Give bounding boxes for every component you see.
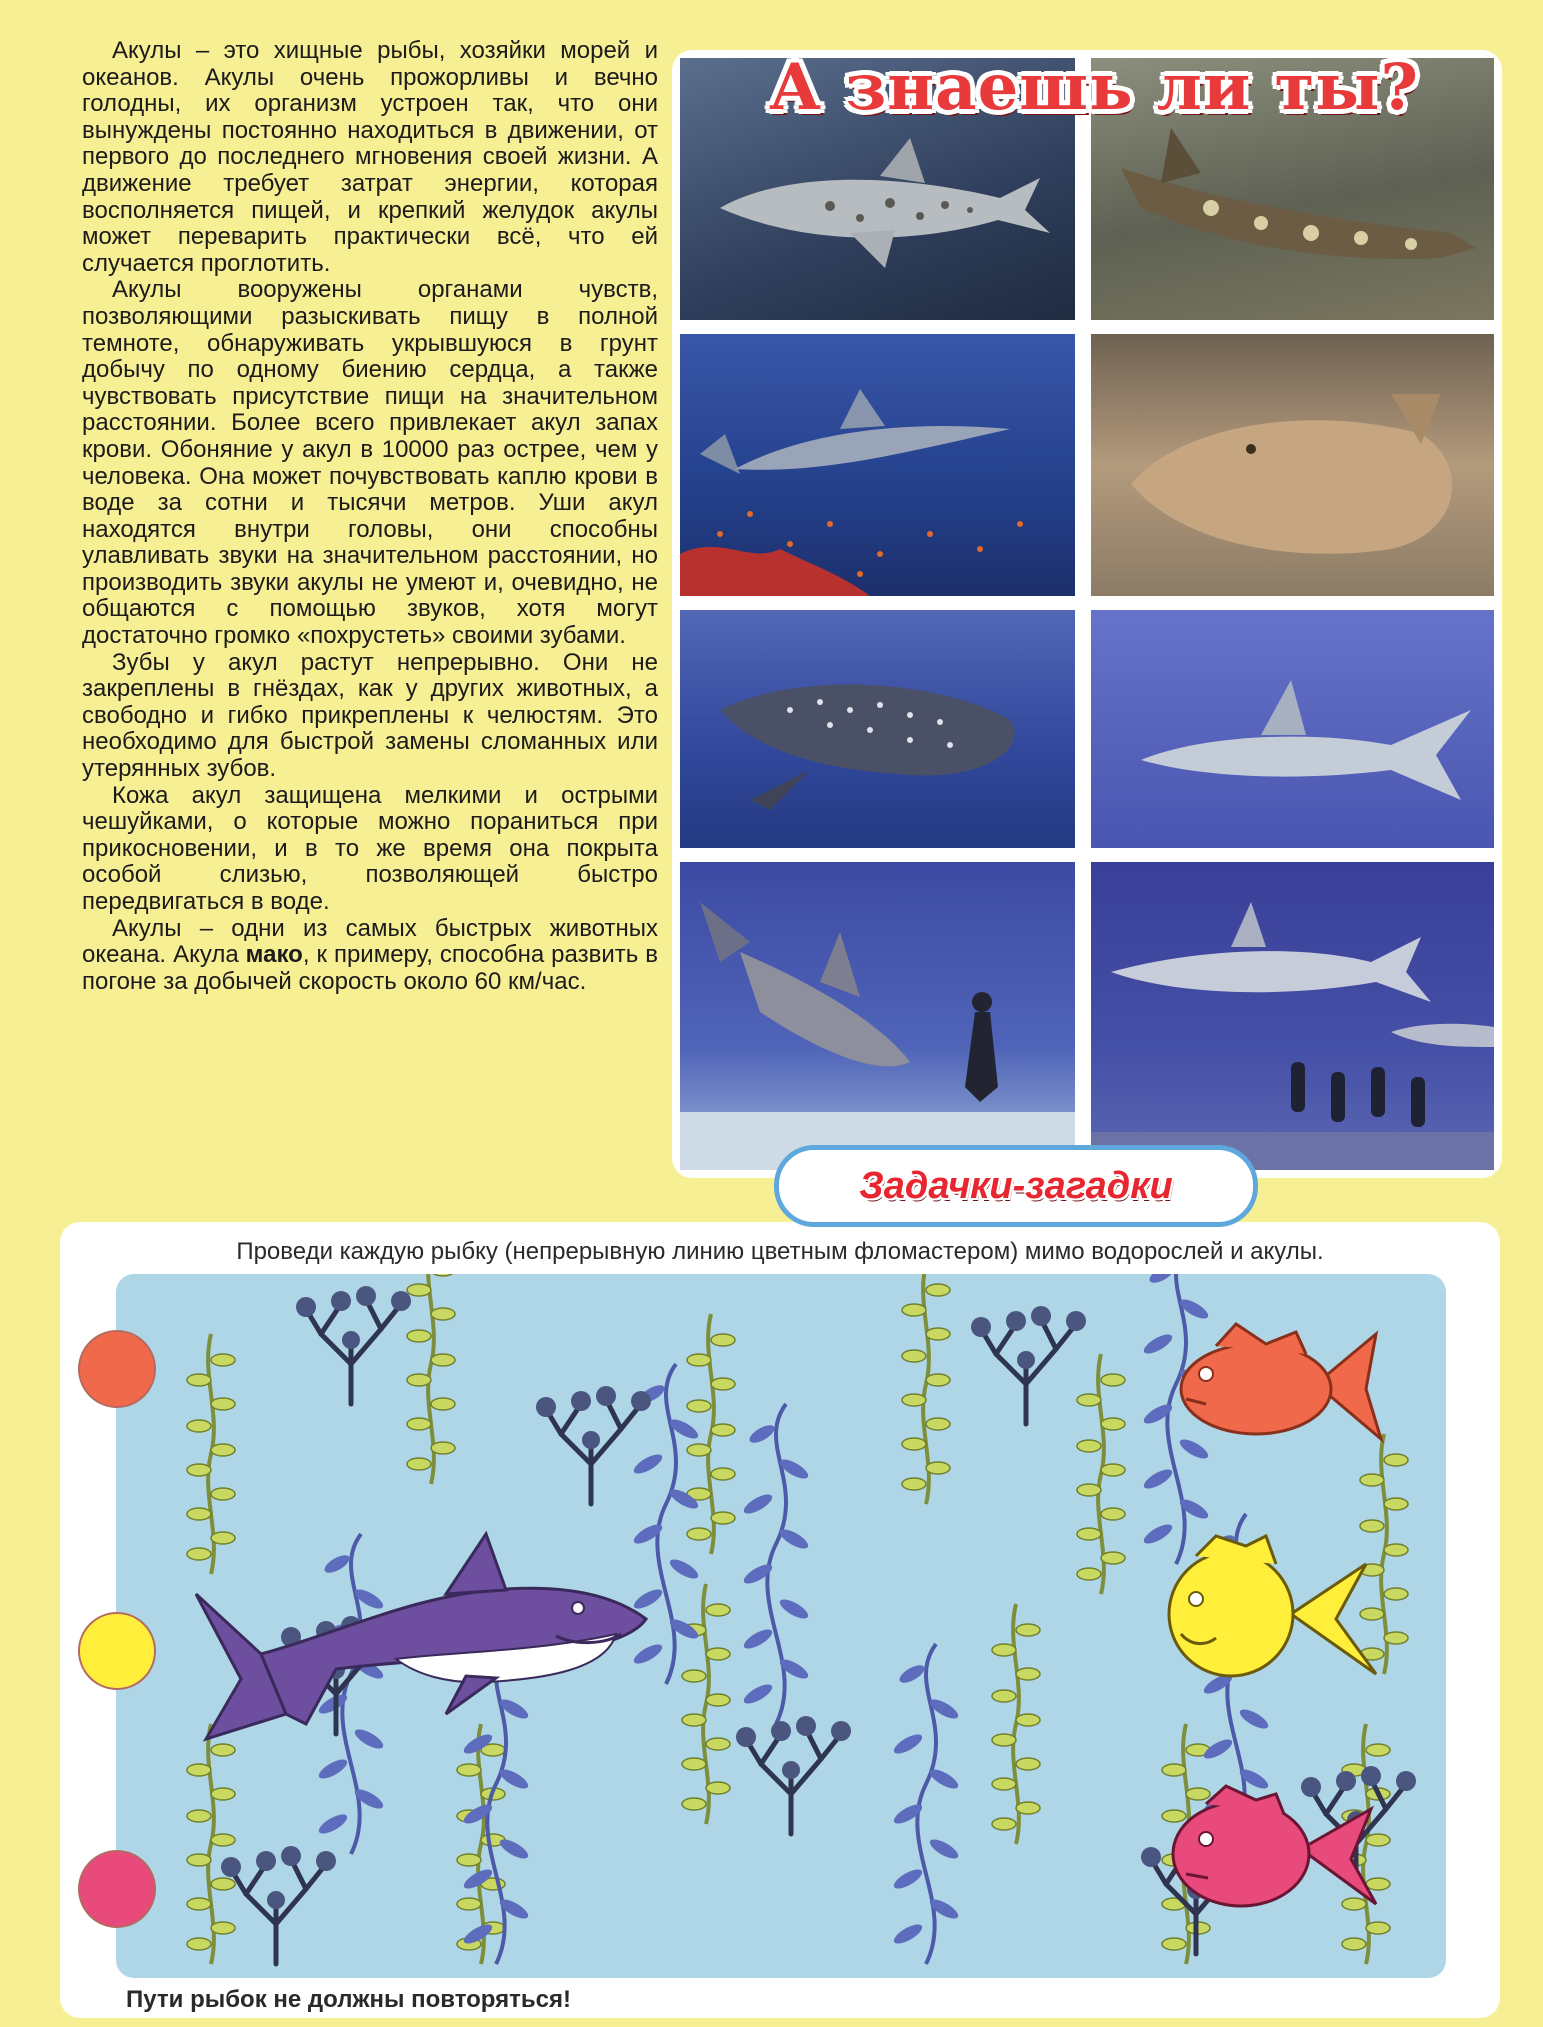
article-paragraph-4: Кожа акул защищена мелкими и острыми чешуйками, о которые можно пораниться при прикосновении, и в то же время она покрыта особой слизью, позволяющей быстро передвигаться в воде. (82, 781, 658, 915)
banner-title: А знаешь ли ты? (769, 50, 1419, 125)
fish-pink (1173, 1786, 1376, 1906)
mako-word: мако (245, 941, 303, 969)
photo-tiger-shark-diver (680, 862, 1075, 1170)
nurse-shark-image (1091, 334, 1494, 596)
pond-area (116, 1274, 1446, 1978)
shark-cartoon (196, 1534, 646, 1739)
article-paragraph-2: Акулы вооружены органами чувств, позволяющими разыскивать пищу в полной темноте, обнаруживать укрывшуюся в грунт добычу по одному биению сердца, а также чувствовать присутствие пищи на значительном расстоянии. Более всего привлекает акул запах крови. Обоняние у акул в 10000 раз острее, чем у человека. Она может почувствовать каплю крови в воде за сотни и тысячи метров. Уши акул находятся внутри головы, они способны улавливать звуки на значительном расстоянии, но производить звуки акулы не умеют и, очевидно, не общаются с помощью звуков, хотя могут достаточно громко «похрустеть» своими зубами. (82, 276, 658, 650)
grey-reef-shark-image (1091, 610, 1494, 848)
start-dot-orange[interactable] (78, 1330, 156, 1408)
sharks-divers-image (1091, 862, 1494, 1170)
fish-orange (1181, 1324, 1381, 1439)
maze-game (60, 1222, 1500, 2018)
article-paragraph-5-end: , к примеру, способна развить в погоне за добычей скорость около 60 км/час. (82, 941, 658, 995)
shark-photo-grid (672, 50, 1502, 1178)
photo-nurse-shark (1091, 334, 1494, 596)
article-paragraph-5-start: Акулы – одни из самых быстрых животных океана. Акула (82, 914, 658, 969)
reef-shark-image (680, 334, 1075, 596)
start-dot-pink[interactable] (78, 1850, 156, 1928)
article-paragraph-3: Зубы у акул растут непрерывно. Они не закреплены в гнёздах, как у других животных, а свободно и гибко прикреплены к челюстям. Это необходимо для быстрой замены сломанных или утерянных зубов. (82, 648, 658, 783)
tiger-shark-image (680, 862, 1075, 1170)
game-instruction: Проведи каждую рыбку (непрерывную линию цветным фломастером) мимо водорослей и акулы. (236, 1238, 1324, 1265)
article-paragraph-1: Акулы – это хищные рыбы, хозяйки морей и океанов. Акулы очень прожорливы и вечно голодны, их организм устроен так, что они вынуждены постоянно находиться в движении, от первого до последнего мгновения своей жизни. А движение требует затрат энергии, которая восполняется пищей, и крепкий желудок акулы может переварить практически всё, что ей случается проглотить. (82, 37, 658, 277)
photo-reef-shark (680, 334, 1075, 596)
whale-shark-image (680, 610, 1075, 848)
game-footnote: Пути рыбок не должны повторяться! (126, 1986, 572, 2013)
fish-yellow (1169, 1536, 1376, 1676)
photo-sharks-divers (1091, 862, 1494, 1170)
riddle-section-label: Задачки-загадки (774, 1145, 1258, 1227)
photo-whale-shark (680, 610, 1075, 848)
article-text (82, 38, 658, 995)
article-paragraph-5 (82, 916, 658, 996)
photo-grey-reef-shark (1091, 610, 1494, 848)
pond-illustration (116, 1274, 1446, 1978)
start-dot-yellow[interactable] (78, 1612, 156, 1690)
